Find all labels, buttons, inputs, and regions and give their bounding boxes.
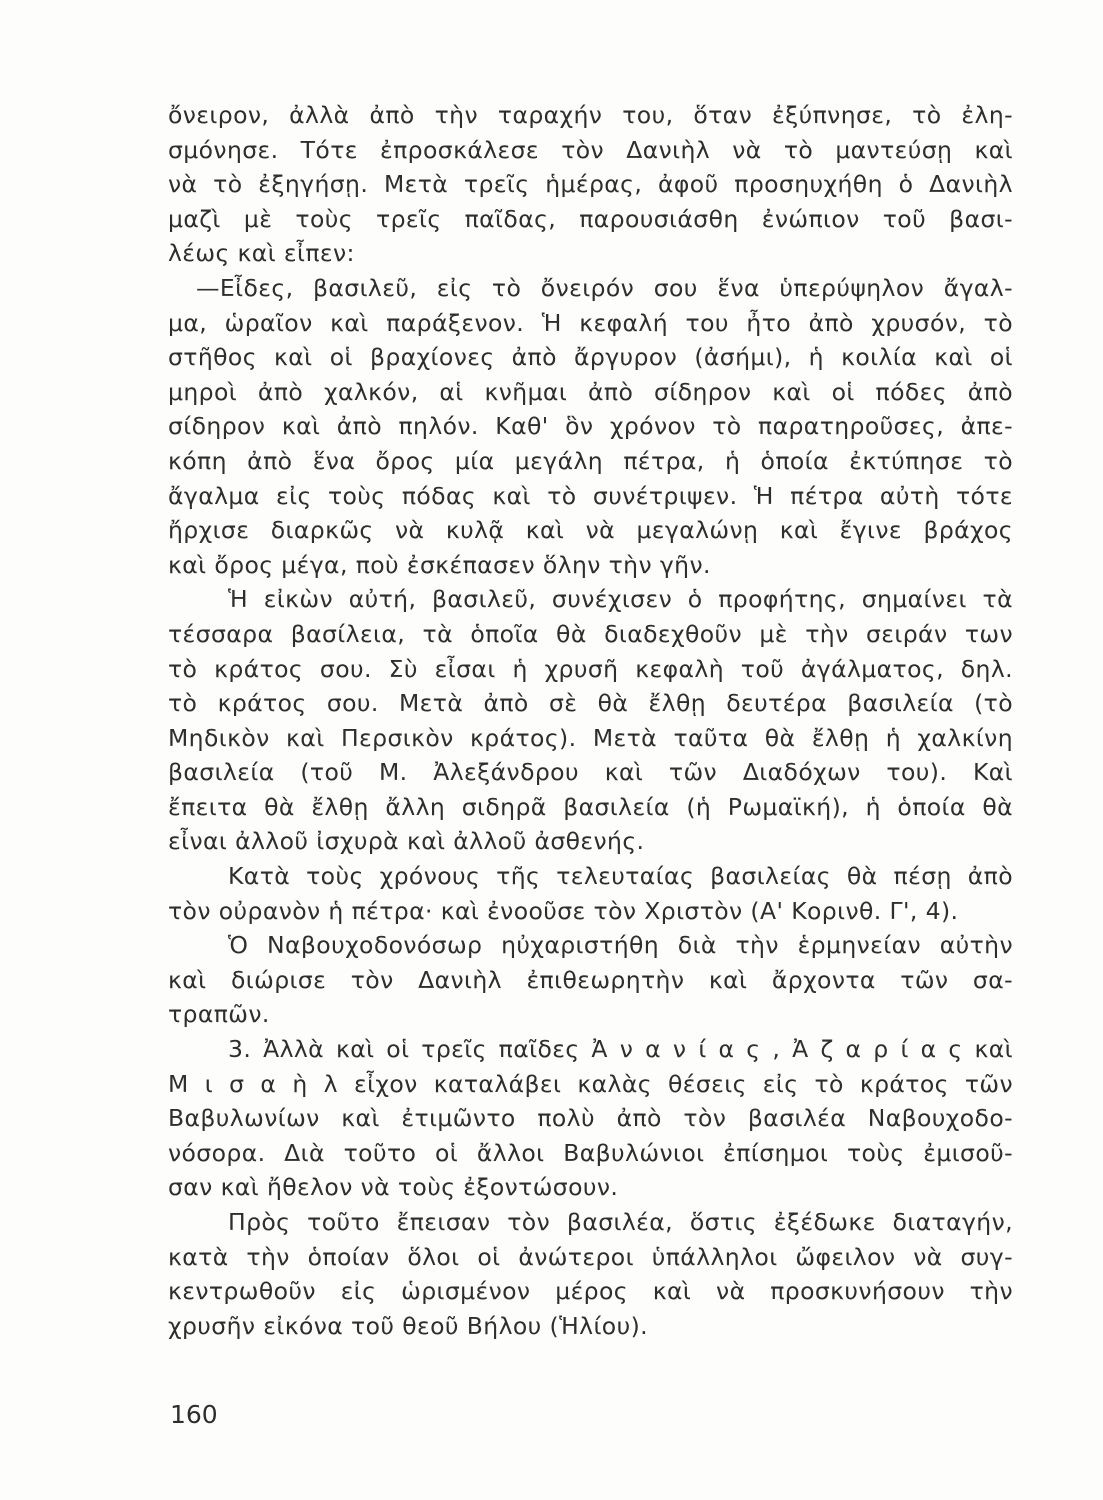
text-line: χρυσῆν εἰκόνα τοῦ θεοῦ Βήλου (Ἡλίου). xyxy=(168,1311,649,1340)
text-line: εἶναι ἀλλοῦ ἰσχυρὰ καὶ ἀλλοῦ ἀσθενής. xyxy=(168,827,645,856)
text-line: ὄνειρον, ἀλλὰ ἀπὸ τὴν ταραχήν του, ὅταν ἐξύπνησε, τὸ ἐλη- xyxy=(168,101,1013,129)
text-line: τὸ κράτος σου. Μετὰ ἀπὸ σὲ θὰ ἔλθῃ δευτέρα βασιλεία (τὸ xyxy=(168,689,1013,718)
text-line: μαζὶ μὲ τοὺς τρεῖς παῖδας, παρουσιάσθη ἐνώπιον τοῦ βασι- xyxy=(168,204,1013,233)
text-line: —Εἶδες, βασιλεῦ, εἰς τὸ ὄνειρόν σου ἕνα ὑπερύψηλον ἄγαλ- xyxy=(196,273,1013,302)
text-line: ἄγαλμα εἰς τοὺς πόδας καὶ τὸ συνέτριψεν. Ἡ πέτρα αὐτὴ τότε xyxy=(168,481,1013,510)
text-line: στῆθος καὶ οἱ βραχίονες ἀπὸ ἄργυρον (ἀσήμι), ἡ κοιλία καὶ οἱ xyxy=(168,343,1013,372)
text-line: σμόνησε. Τότε ἐπροσκάλεσε τὸν Δανιὴλ νὰ τὸ μαντεύσῃ καὶ xyxy=(168,135,1013,164)
text-line: ἤρχισε διαρκῶς νὰ κυλᾷ καὶ νὰ μεγαλώνῃ καὶ ἔγινε βράχος xyxy=(168,516,1013,545)
text-line: ἔπειτα θὰ ἔλθῃ ἄλλη σιδηρᾶ βασιλεία (ἡ Ρωμαϊκή), ἡ ὁποία θὰ xyxy=(168,792,1013,821)
text-line: νόσορα. Διὰ τοῦτο οἱ ἄλλοι Βαβυλώνιοι ἐπίσημοι τοὺς ἐμισοῦ- xyxy=(168,1138,1013,1167)
text-line: 3. Ἀλλὰ καὶ οἱ τρεῖς παῖδες Ἀ ν α ν ί α ς , Ἀ ζ α ρ ί α ς καὶ xyxy=(228,1035,1013,1064)
text-line: τὸ κράτος σου. Σὺ εἶσαι ἡ χρυσῆ κεφαλὴ τοῦ ἀγάλματος, δηλ. xyxy=(168,654,1013,683)
text-line: σίδηρον καὶ ἀπὸ πηλόν. Καθ' ὃν χρόνον τὸ παρατηροῦσες, ἀπε- xyxy=(168,412,1013,441)
text-line: σαν καὶ ἤθελον νὰ τοὺς ἐξοντώσουν. xyxy=(168,1173,619,1202)
text-line: Βαβυλωνίων καὶ ἐτιμῶντο πολὺ ἀπὸ τὸν βασιλέα Ναβουχοδο- xyxy=(168,1104,1013,1133)
body-text xyxy=(168,98,1013,1343)
text-line: νὰ τὸ ἐξηγήσῃ. Μετὰ τρεῖς ἡμέρας, ἀφοῦ προσηυχήθη ὁ Δανιὴλ xyxy=(168,170,1013,199)
text-line: Ἡ εἰκὼν αὐτή, βασιλεῦ, συνέχισεν ὁ προφήτης, σημαίνει τὰ xyxy=(228,585,1013,614)
text-line: λέως καὶ εἶπεν: xyxy=(168,239,355,268)
text-line: Μηδικὸν καὶ Περσικὸν κράτος). Μετὰ ταῦτα θὰ ἔλθῃ ἡ χαλκίνη xyxy=(168,723,1013,752)
text-line: Κατὰ τοὺς χρόνους τῆς τελευταίας βασιλείας θὰ πέσῃ ἀπὸ xyxy=(228,862,1013,891)
text-line: κόπη ἀπὸ ἕνα ὄρος μία μεγάλη πέτρα, ἡ ὁποία ἐκτύπησε τὸ xyxy=(168,446,1013,475)
text-line: τέσσαρα βασίλεια, τὰ ὁποῖα θὰ διαδεχθοῦν μὲ τὴν σειράν των xyxy=(168,619,1013,648)
text-line: μα, ὡραῖον καὶ παράξενον. Ἡ κεφαλή του ἦτο ἀπὸ χρυσόν, τὸ xyxy=(168,308,1013,337)
text-line: Πρὸς τοῦτο ἔπεισαν τὸν βασιλέα, ὅστις ἐξέδωκε διαταγήν, xyxy=(228,1208,1013,1236)
text-line: καὶ ὄρος μέγα, ποὺ ἐσκέπασεν ὅλην τὴν γῆν. xyxy=(168,550,711,579)
text-line: Μ ι σ α ὴ λ εἶχον καταλάβει καλὰς θέσεις εἰς τὸ κράτος τῶν xyxy=(168,1069,1013,1098)
text-line: μηροὶ ἀπὸ χαλκόν, αἱ κνῆμαι ἀπὸ σίδηρον καὶ οἱ πόδες ἀπὸ xyxy=(168,377,1013,406)
text-line: καὶ διώρισε τὸν Δανιὴλ ἐπιθεωρητὴν καὶ ἄρχοντα τῶν σα- xyxy=(168,965,1013,994)
text-line: βασιλεία (τοῦ Μ. Ἀλεξάνδρου καὶ τῶν Διαδόχων του). Καὶ xyxy=(168,758,1013,787)
text-line: τραπῶν. xyxy=(168,1000,270,1029)
page-number: 160 xyxy=(170,1400,218,1429)
text-line: τὸν οὐρανὸν ἡ πέτρα· καὶ ἐνοοῦσε τὸν Χριστὸν (Α' Κορινθ. Γ', 4). xyxy=(168,896,959,925)
text-line: κατὰ τὴν ὁποίαν ὅλοι οἱ ἀνώτεροι ὑπάλληλοι ὤφειλον νὰ συγ- xyxy=(168,1242,1013,1271)
text-line: κεντρωθοῦν εἰς ὡρισμένον μέρος καὶ νὰ προσκυνήσουν τὴν xyxy=(168,1277,1013,1306)
text-line: Ὁ Ναβουχοδονόσωρ ηὐχαριστήθη διὰ τὴν ἑρμηνείαν αὐτὴν xyxy=(228,931,1013,960)
